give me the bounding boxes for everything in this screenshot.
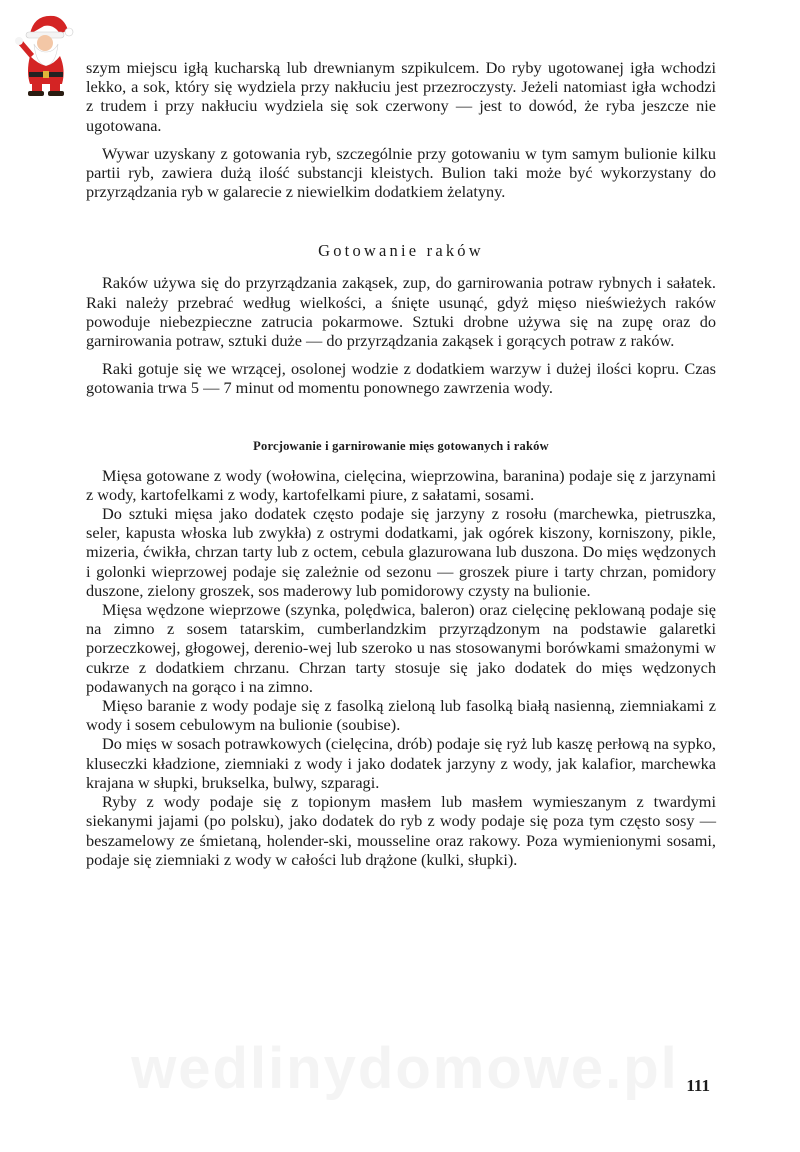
portioning-paragraph-3: Mięsa wędzone wieprzowe (szynka, polędwica, baleron) oraz cielęcinę peklowaną podaje się na zimno z sosem tatarskim, cumberlandzkim przyrządzonym na podstawie galaretki porzeczkowej, głogowej, derenio-wej lub szeroko u nas stosowanymi borówkami smażonymi w cukrze z dodatkiem chrzanu. Chrzan tarty stosuje się jako dodatek do mięs wędzonych podawanych na gorąco i na zimno. xyxy=(86,600,716,696)
section-title-portioning: Porcjowanie i garnirowanie mięs gotowanych i raków xyxy=(253,438,549,453)
page-content xyxy=(86,58,716,869)
portioning-paragraph-6: Ryby z wody podaje się z topionym masłem lub masłem wymieszanym z twardymi siekanymi jajami (po polsku), jako dodatek do ryb z wody podaje się poza tym często sosy — beszamelowy ze śmietaną, holender-ski, mousseline oraz rakowy. Poza wymienionymi sosami, podaje się ziemniaki z wody w całości lub drążone (kulki, słupki). xyxy=(86,792,716,869)
portioning-paragraph-4: Mięso baranie z wody podaje się z fasolką zieloną lub fasolką białą nasienną, ziemniakami z wody i sosem cebulowym na bulionie (soubise). xyxy=(86,696,716,735)
portioning-paragraph-1: Mięsa gotowane z wody (wołowina, cielęcina, wieprzowina, baranina) podaje się z jarzynami z wody, kartofelkami z wody, kartofelkami piure, z sałatami, sosami. xyxy=(86,465,716,504)
page-number: 111 xyxy=(686,1076,710,1095)
santa-claus-icon xyxy=(10,8,76,98)
watermark: wedlinydomowe.pl xyxy=(131,1036,679,1101)
crayfish-paragraph-2: Raki gotuje się we wrzącej, osolonej wodzie z dodatkiem warzyw i dużej ilości kopru. Czas gotowania trwa 5 — 7 minut od momentu ponownego zawrzenia wody. xyxy=(86,359,716,398)
intro-paragraph-2: Wywar uzyskany z gotowania ryb, szczególnie przy gotowaniu w tym samym bulionie kilku partii ryb, zawiera dużą ilość substancji kleistych. Bulion taki może być wykorzystany do przyrządzania ryb w galarecie z niewielkim dodatkiem żelatyny. xyxy=(86,143,716,202)
intro-paragraph-1: szym miejscu igłą kucharską lub drewnianym szpikulcem. Do ryby ugotowanej igła wchodzi lekko, a sok, który się wydziela przy nakłuciu jest przezroczysty. Jeżeli natomiast igła wchodzi z trudem i przy nakłuciu wydziela się sok czerwony — jest to dowód, że ryba jeszcze nie ugotowana. xyxy=(86,58,716,135)
crayfish-paragraph-1: Raków używa się do przyrządzania zakąsek, zup, do garnirowania potraw rybnych i sałatek. Raki należy przebrać według wielkości, a śnięte usunąć, gdyż mięso nieświeżych raków powoduje niebezpieczne zatrucia pokarmowe. Sztuki drobne używa się na zupę oraz do garnirowania potraw, sztuki duże — do przyrządzania zakąsek i gorących potraw z raków. xyxy=(86,273,716,351)
section-title-crayfish: Gotowanie raków xyxy=(318,241,484,261)
portioning-paragraph-2: Do sztuki mięsa jako dodatek często podaje się jarzyny z rosołu (marchewka, pietruszka, seler, kapusta włoska lub zwykła) z ostrymi dodatkami, jak ogórek kiszony, korniszony, pikle, mizeria, ćwikła, chrzan tarty lub z octem, cebula glazurowana lub duszona. Do mięs wędzonych i golonki wieprzowej podaje się zależnie od sezonu — groszek piure i tarty chrzan, pomidory duszone, zielony groszek, sos maderowy lub pomidorowy czysty na bulionie. xyxy=(86,504,716,600)
portioning-paragraph-5: Do mięs w sosach potrawkowych (cielęcina, drób) podaje się ryż lub kaszę perłową na sypko, kluseczki kładzione, ziemniaki z wody i jako dodatek jarzyny z wody, jak kalafior, marchewka krajana w słupki, brukselka, bulwy, szparagi. xyxy=(86,734,716,792)
